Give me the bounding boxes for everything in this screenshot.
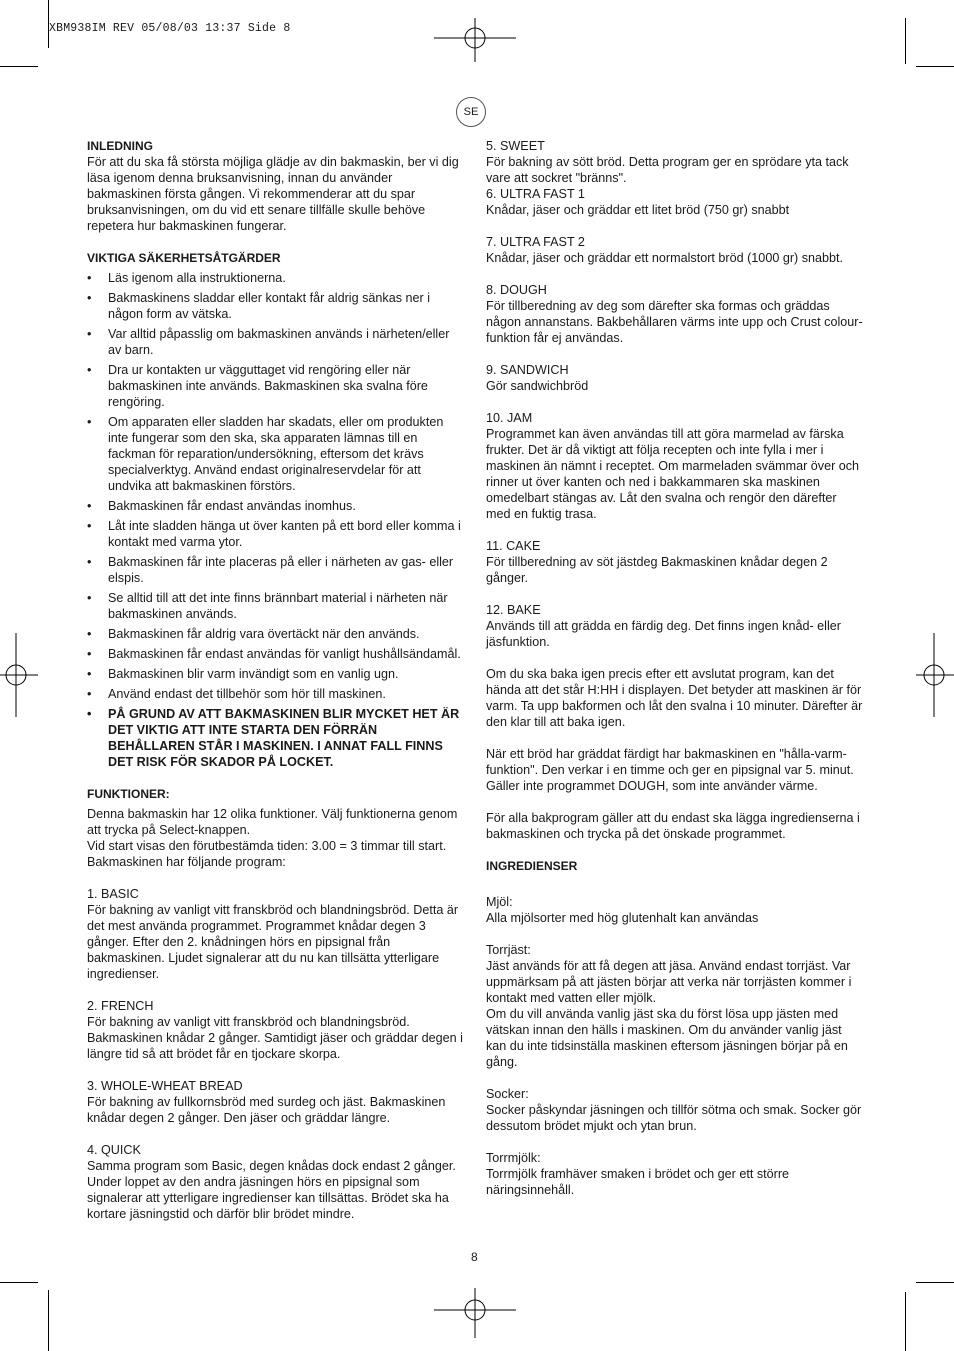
program-title: 6. ULTRA FAST 1 [486, 187, 585, 201]
program-title: 4. QUICK [87, 1143, 141, 1157]
program-text: Används till att grädda en färdig deg. Det finns ingen knåd- eller jäsfunktion. [486, 619, 841, 649]
crop-mark [48, 0, 49, 48]
note-paragraph: När ett bröd har gräddat färdigt har bakmaskinen en "hålla-varm-funktion". Den verkar i en timme och ger en pipsignal var 5. minut. Gäller inte programmet DOUGH, som inte använder värme. [486, 747, 854, 793]
program-text: Samma program som Basic, degen knådas dock endast 2 gånger. Under loppet av den andra jäsningen hörs en pipsignal som signalerar att ytterligare ingredienser kan tillsättas. Brödet ska ha kortare jäsningstid och därför blir brödet mindre. [87, 1159, 456, 1221]
ingredient-label: Mjöl: [486, 895, 513, 909]
list-item: • Om apparaten eller sladden har skadats, eller om produkten inte fungerar som den ska, ska apparaten lämnas till en fackman för reparation/undersökning, eftersom det krävs specialverktyg. Använd endast originalreservdelar för att undvika att bakmaskinen förstörs. [87, 414, 465, 494]
program-text: Gör sandwichbröd [486, 379, 589, 393]
program-text: För bakning av vanligt vitt franskbröd och blandningsbröd. Bakmaskinen knådar 2 gånger. Samtidigt jäser och gräddar degen i längre tid så att brödet får en tjockare skorpa. [87, 1015, 463, 1061]
program-title: 9. SANDWICH [486, 363, 569, 377]
list-item: • Bakmaskinen får inte placeras på eller i närheten av gas- eller elspis. [87, 554, 465, 586]
ingredient-label: Socker: [486, 1087, 529, 1101]
ingredient-label: Torrmjölk: [486, 1151, 541, 1165]
list-item: • Bakmaskinen blir varm invändigt som en vanlig ugn. [87, 666, 465, 682]
program-title: 5. SWEET [486, 139, 545, 153]
language-badge: SE [456, 97, 486, 127]
list-item: • Dra ur kontakten ur vägguttaget vid rengöring eller när bakmaskinen inte används. Bakmaskinen ska svalna före rengöring. [87, 362, 465, 410]
ingredient-text: Jäst används för att få degen att jäsa. Använd endast torrjäst. Var uppmärksam på att jästen börjar att verka när torrjästen kommer i kontakt med vatten eller mjölk. [486, 959, 852, 1005]
crop-mark [916, 1282, 954, 1283]
list-item: • Se alltid till att det inte finns brännbart material i närheten när bakmaskinen används. [87, 590, 465, 622]
functions-intro: Denna bakmaskin har 12 olika funktioner. Välj funktionerna genom att trycka på Select-knappen. [87, 807, 458, 837]
safety-list [87, 270, 465, 770]
page-number: 8 [471, 1250, 478, 1264]
right-column [486, 138, 864, 1198]
program-title: 3. WHOLE-WHEAT BREAD [87, 1079, 243, 1093]
program-title: 7. ULTRA FAST 2 [486, 235, 585, 249]
program-text: För tillberedning av deg som därefter ska formas och gräddas någon annanstans. Bakbehållaren värms inte upp och Crust colour-funktion får ej användas. [486, 299, 863, 345]
functions-intro: Vid start visas den förutbestämda tiden: 3.00 = 3 timmar till start. Bakmaskinen har följande program: [87, 839, 447, 869]
list-item: • Var alltid påpasslig om bakmaskinen används i närheten/eller av barn. [87, 326, 465, 358]
registration-mark-icon [916, 633, 954, 717]
list-item: • Använd endast det tillbehör som hör till maskinen. [87, 686, 465, 702]
note-paragraph: För alla bakprogram gäller att du endast ska lägga ingredienserna i bakmaskinen och trycka på det önskade programmet. [486, 811, 860, 841]
note-paragraph: Om du ska baka igen precis efter ett avslutat program, kan det hända att det står H:HH i displayen. Det betyder att maskinen är för varm. Ta upp bakformen och låt den svalna i 10 minuter. Därefter är den klar till att baka igen. [486, 667, 863, 729]
program-title: 12. BAKE [486, 603, 541, 617]
list-item: • Bakmaskinens sladdar eller kontakt får aldrig sänkas ner i någon form av vätska. [87, 290, 465, 322]
section-heading: INGREDIENSER [486, 859, 578, 873]
program-text: För bakning av sött bröd. Detta program ger en sprödare yta tack vare att sockret "bränns". [486, 155, 849, 185]
crop-mark [905, 1292, 906, 1351]
list-item: • Låt inte sladden hänga ut över kanten på ett bord eller komma i kontakt med varma ytor. [87, 518, 465, 550]
program-text: För tillberedning av söt jästdeg Bakmaskinen knådar degen 2 gånger. [486, 555, 828, 585]
left-column [87, 138, 465, 1222]
list-item: • Bakmaskinen får endast användas inomhus. [87, 498, 465, 514]
program-title: 1. BASIC [87, 887, 139, 901]
ingredient-text: Om du vill använda vanlig jäst ska du först lösa upp jästen med vätskan innan den hälls i maskinen. Om du använder vanlig jäst kan du inte tidsinställa maskinen eftersom jäsningen börjar på en gång. [486, 1007, 848, 1069]
program-text: Programmet kan även användas till att göra marmelad av färska frukter. Det är då viktigt att följa recepten och inte fylla i mer i maskinen än nämnt i receptet. Om marmeladen svämmar över och rinner ut över kanten och ned i bakkammaren ska maskinen omedelbart stängas av. Låt den svalna och rengör den därefter med en fuktig trasa. [486, 427, 860, 521]
section-heading: VIKTIGA SÄKERHETSÅTGÄRDER [87, 251, 281, 265]
warning-item: • PÅ GRUND AV ATT BAKMASKINEN BLIR MYCKET HET ÄR DET VIKTIG ATT INTE STARTA DEN FÖRRÄN BEHÅLLAREN STÅR I MASKINEN. I ANNAT FALL FINNS DET RISK FÖR SKADOR PÅ LOCKET. [87, 706, 465, 770]
ingredient-text: Alla mjölsorter med hög glutenhalt kan användas [486, 911, 759, 925]
print-slug: XBM938IM REV 05/08/03 13:37 Side 8 [49, 22, 291, 35]
program-title: 2. FRENCH [87, 999, 154, 1013]
program-text: För bakning av vanligt vitt franskbröd och blandningsbröd. Detta är det mest använda programmet. Programmet knådar degen 3 gånger. Efter den 2. knådningen hörs en pipsignal från bakmaskinen. Ljudet signalerar att du nu kan tillsätta ytterligare ingredienser. [87, 903, 459, 981]
list-item: • Läs igenom alla instruktionerna. [87, 270, 465, 286]
crop-mark [48, 1290, 49, 1351]
crop-mark [916, 66, 954, 67]
registration-mark-icon [434, 18, 516, 62]
ingredient-text: Torrmjölk framhäver smaken i brödet och ger ett större näringsinnehåll. [486, 1167, 790, 1197]
program-title: 8. DOUGH [486, 283, 547, 297]
program-title: 11. CAKE [486, 539, 541, 553]
list-item: • Bakmaskinen får endast användas för vanligt hushållsändamål. [87, 646, 465, 662]
program-text: För bakning av fullkornsbröd med surdeg och jäst. Bakmaskinen knådar degen 2 gånger. Den jäser och gräddar längre. [87, 1095, 446, 1125]
program-text: Knådar, jäser och gräddar ett litet bröd (750 gr) snabbt [486, 203, 790, 217]
ingredient-text: Socker påskyndar jäsningen och tillför sötma och smak. Socker gör dessutom brödet mjukt och ytan brun. [486, 1103, 862, 1133]
intro-text: För att du ska få största möjliga glädje av din bakmaskin, ber vi dig läsa igenom denna bruksanvisning, innan du använder bakmaskinen första gången. Vi rekommenderar att du spar bruksanvisningen, om du vid ett senare tillfälle skulle behöve repetera hur bakmaskinen fungerar. [87, 155, 459, 233]
crop-mark [905, 18, 906, 64]
program-text: Knådar, jäser och gräddar ett normalstort bröd (1000 gr) snabbt. [486, 251, 844, 265]
section-heading: FUNKTIONER: [87, 787, 170, 801]
ingredient-label: Torrjäst: [486, 943, 531, 957]
crop-mark [0, 1282, 38, 1283]
registration-mark-icon [434, 1288, 516, 1338]
section-heading: INLEDNING [87, 139, 153, 153]
list-item: • Bakmaskinen får aldrig vara övertäckt när den används. [87, 626, 465, 642]
program-title: 10. JAM [486, 411, 533, 425]
registration-mark-icon [0, 633, 38, 717]
crop-mark [0, 66, 38, 67]
